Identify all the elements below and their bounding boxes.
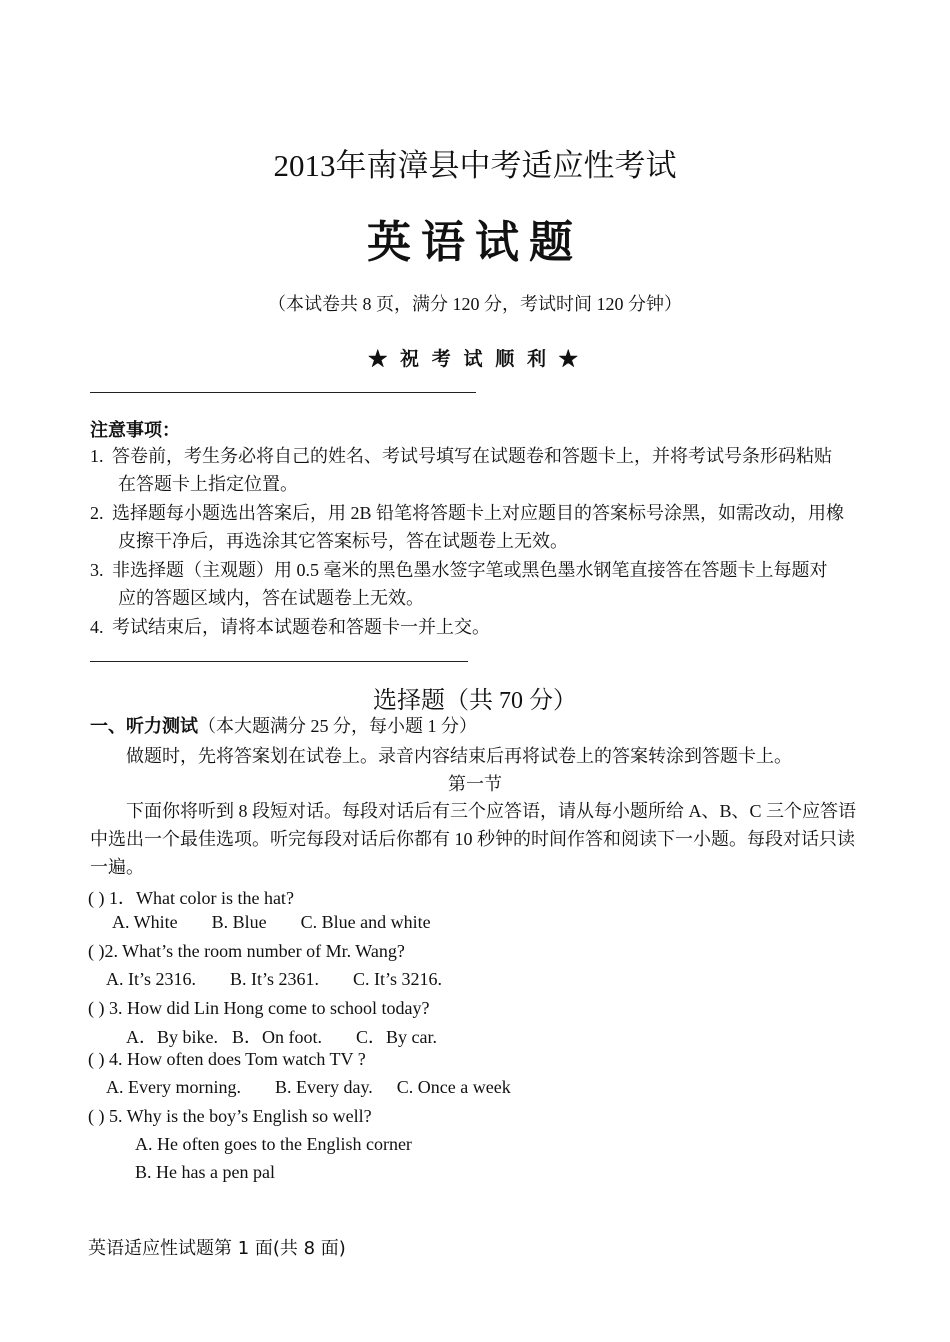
notice-title: 注意事项： [90, 420, 180, 441]
exam-title: 2013年南漳县中考适应性考试 [273, 148, 677, 183]
question-2-stem: ( )2. What’s the room number of Mr. Wang? [88, 941, 405, 961]
option-a: A. It’s 2316. [106, 969, 196, 989]
notice-item-2 [90, 499, 865, 555]
part-title-note: （本大题满分 25 分，每小题 1 分） [198, 716, 477, 736]
question-1-stem: ( ) 1．What color is the hat? [88, 888, 294, 908]
part-title [90, 712, 477, 738]
subsection-title: 第一节 [448, 774, 502, 794]
notice-item-text: 选择题每小题选出答案后，用 2B 铅笔将答题卡上对应题目的答案标号涂黑，如需改动，用橡 [112, 503, 845, 523]
notice-item-number: 4. [90, 617, 104, 637]
paper-info: （本试卷共 8 页，满分 120 分，考试时间 120 分钟） [268, 294, 682, 314]
subject-title: 英语试题 [367, 218, 583, 267]
option-c: C．By car. [356, 1027, 437, 1047]
option-b: B. Every day. [274, 1077, 373, 1097]
question-4-stem: ( ) 4. How often does Tom watch TV ? [88, 1049, 366, 1069]
notice-item-4 [90, 613, 865, 641]
notice-item-text: 考试结束后，请将本试题卷和答题卡一并上交。 [112, 617, 490, 637]
notice-item-text: 非选择题（主观题）用 0.5 毫米的黑色墨水签字笔或黑色墨水钢笔直接答在答题卡上每题对 [112, 560, 828, 580]
instruction-text: 做题时，先将答案划在试卷上。录音内容结束后再将试卷上的答案转涂到答题卡上。 [126, 746, 792, 766]
question-2-options [106, 969, 442, 990]
option-a: A. Every morning. [106, 1077, 241, 1097]
subsection-intro: 下面你将听到 8 段短对话。每段对话后有三个应答语，请从每小题所给 A、B、C 三个应答语中选出一个最佳选项。听完每段对话后你都有 10 秒钟的时间作答和阅读下一小题。每段对话只读一遍。 [90, 801, 857, 877]
question-1-options [112, 912, 431, 933]
notice-item-continuation: 皮擦干净后，再选涂其它答案标号，答在试题卷上无效。 [118, 531, 568, 551]
option-b: B．On foot. [232, 1027, 322, 1047]
part-title-label: 一、听力测试 [90, 716, 198, 737]
option-b: B. It’s 2361. [230, 969, 320, 989]
divider-top [90, 392, 476, 393]
notice-item-number: 1. [90, 446, 104, 466]
question-3-stem: ( ) 3. How did Lin Hong come to school today? [88, 998, 430, 1018]
notice-item-continuation: 应的答题区域内，答在试题卷上无效。 [118, 588, 424, 608]
notice-item-continuation: 在答题卡上指定位置。 [118, 474, 298, 494]
question-5-option-b: B. He has a pen pal [135, 1162, 275, 1182]
question-3-options [126, 1023, 437, 1049]
option-b: B. Blue [211, 912, 267, 932]
notice-item-number: 3. [90, 560, 104, 580]
option-c: C. It’s 3216. [353, 969, 443, 989]
option-c: C. Blue and white [300, 912, 431, 932]
page-footer: 英语适应性试题第 1 面(共 8 面) [88, 1238, 346, 1259]
notice-item-number: 2. [90, 503, 104, 523]
divider-bottom [90, 661, 468, 662]
question-5-stem: ( ) 5. Why is the boy’s English so well? [88, 1106, 372, 1126]
wish-banner: ★ 祝 考 试 顺 利 ★ [368, 349, 582, 370]
notice-item-text: 答卷前，考生务必将自己的姓名、考试号填写在试题卷和答题卡上，并将考试号条形码粘贴 [112, 446, 832, 466]
question-4-options [106, 1077, 511, 1098]
question-5-option-a: A. He often goes to the English corner [135, 1134, 412, 1154]
option-a: A．By bike. [126, 1027, 218, 1047]
section-title: 选择题（共 70 分） [373, 688, 577, 714]
option-a: A. White [112, 912, 178, 932]
notice-item-1 [90, 442, 865, 498]
option-c: C. Once a week [396, 1077, 511, 1097]
notice-item-3 [90, 556, 865, 612]
